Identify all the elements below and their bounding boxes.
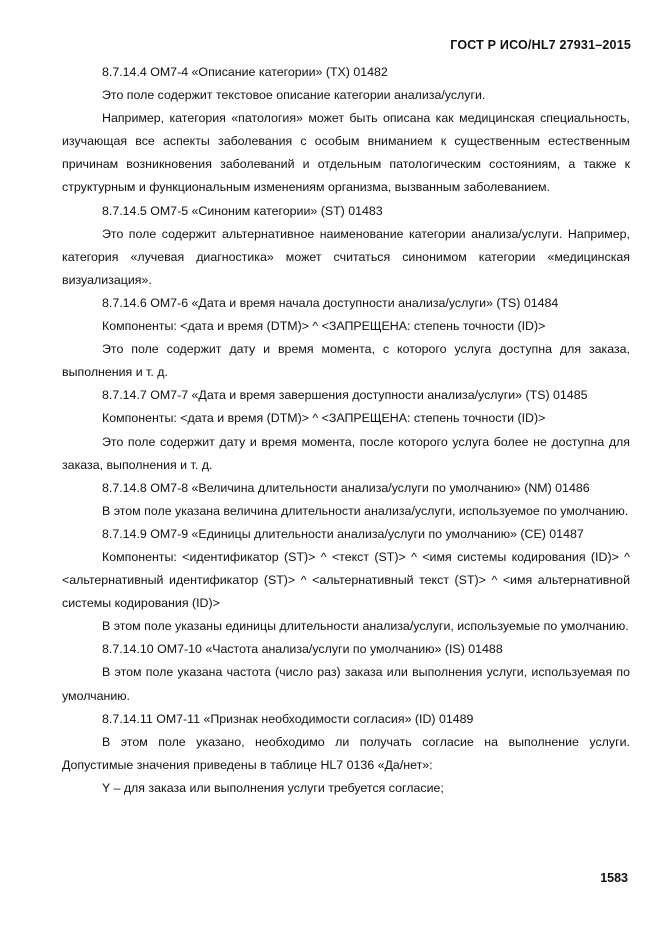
section-heading-8-7-14-9: 8.7.14.9 OM7-9 «Единицы длительности анализа/услуги по умолчанию» (CE) 01487 — [102, 526, 584, 541]
document-body — [62, 61, 630, 800]
components-line: Компоненты: <дата и время (DTM)> ^ <ЗАПРЕЩЕНА: степень точности (ID)> — [102, 411, 546, 426]
list-item-y: Y – для заказа или выполнения услуги требуется согласие; — [102, 780, 444, 795]
standard-header: ГОСТ Р ИСО/HL7 27931–2015 — [450, 38, 631, 52]
paragraph: В этом поле указаны единицы длительности анализа/услуги, используемые по умолчанию. — [102, 619, 629, 634]
section-heading-8-7-14-7: 8.7.14.7 OM7-7 «Дата и время завершения доступности анализа/услуги» (TS) 01485 — [102, 388, 588, 403]
section-heading-8-7-14-8: 8.7.14.8 OM7-8 «Величина длительности анализа/услуги по умолчанию» (NM) 01486 — [102, 480, 590, 495]
paragraph: Это поле содержит дату и время момента, с которого услуга доступна для заказа, выполнения и т. д. — [62, 342, 630, 380]
paragraph: Это поле содержит альтернативное наименование категории анализа/услуги. Например, категория «лучевая диагностика» может считаться синонимом категории «медицинская визуализация». — [62, 226, 630, 287]
section-heading-8-7-14-11: 8.7.14.11 OM7-11 «Признак необходимости согласия» (ID) 01489 — [102, 711, 474, 726]
section-heading-8-7-14-4: 8.7.14.4 OM7-4 «Описание категории» (TX) 01482 — [102, 65, 388, 79]
paragraph: Это поле содержит дату и время момента, после которого услуга более не доступна для заказа, выполнения и т. д. — [62, 434, 630, 472]
paragraph: Это поле содержит текстовое описание категории анализа/услуги. — [102, 88, 486, 103]
paragraph: В этом поле указана частота (число раз) заказа или выполнения услуги, используемая по умолчанию. — [62, 665, 630, 703]
paragraph: В этом поле указана величина длительности анализа/услуги, используемое по умолчанию. — [102, 503, 629, 518]
paragraph: В этом поле указано, необходимо ли получать согласие на выполнение услуги. Допустимые значения приведены в таблице HL7 0136 «Да/нет»: — [62, 734, 630, 772]
components-line: Компоненты: <дата и время (DTM)> ^ <ЗАПРЕЩЕНА: степень точности (ID)> — [102, 319, 546, 334]
section-heading-8-7-14-6: 8.7.14.6 OM7-6 «Дата и время начала доступности анализа/услуги» (TS) 01484 — [102, 295, 559, 310]
page-number: 1583 — [600, 871, 628, 885]
components-line: Компоненты: <идентификатор (ST)> ^ <текст (ST)> ^ <имя системы кодирования (ID)> ^ <альтернативный идентификатор (ST)> ^ <альтернативный текст (ST)> ^ <имя альтернативной системы кодирования (ID)> — [62, 549, 630, 611]
section-heading-8-7-14-10: 8.7.14.10 OM7-10 «Частота анализа/услуги по умолчанию» (IS) 01488 — [102, 642, 503, 657]
paragraph: Например, категория «патология» может быть описана как медицинская специальность, изучающая все аспекты заболевания с особым вниманием к существенным естественным причинам возникновения заболеваний и отдельным патологическим состояниям, а также к структурным и функциональным изменениям организма, вызванным заболеванием. — [62, 111, 630, 195]
section-heading-8-7-14-5: 8.7.14.5 OM7-5 «Синоним категории» (ST) 01483 — [102, 203, 383, 218]
